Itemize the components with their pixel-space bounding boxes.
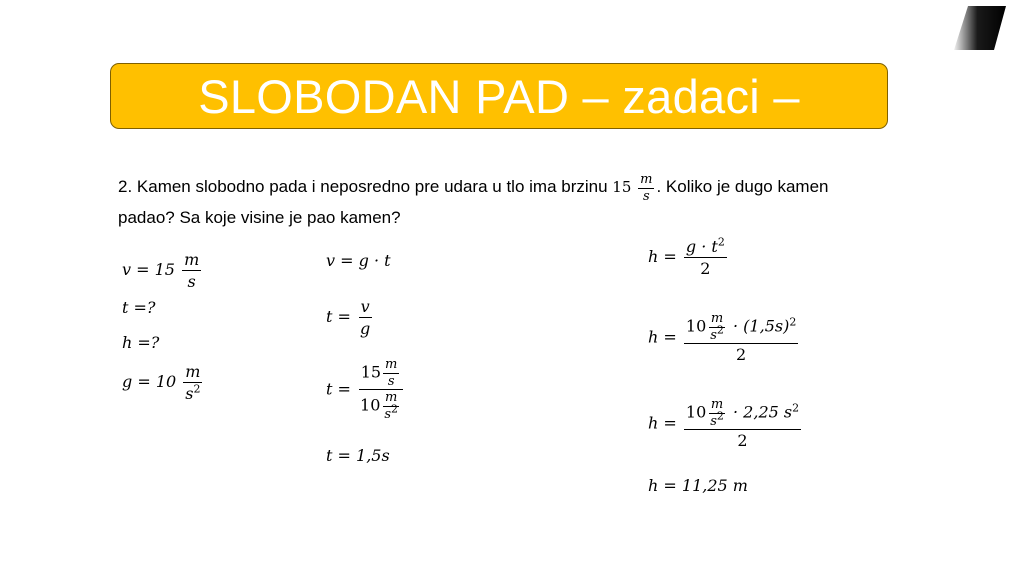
problem-speed: 15 $\frac{m}{s}$ bbox=[612, 171, 653, 204]
problem-text-start: 2. Kamen slobodno pada i neposredno pre udara u tlo ima brzinu bbox=[118, 177, 608, 196]
given-gravity: g = 10 $\frac{m}{s^2}$ bbox=[122, 362, 201, 404]
problem-statement bbox=[118, 172, 878, 233]
time-formula: t = $\frac{v}{g}$ bbox=[326, 297, 371, 339]
given-time-unknown: t =? bbox=[122, 298, 156, 317]
height-formula: h = $\frac{g \cdot t^2}{2}$ bbox=[648, 235, 725, 279]
problem-text-end: . Koliko je dugo kamen padao? Sa koje visine je pao kamen? bbox=[118, 177, 829, 228]
given-velocity: v = 15 $\frac{m}{s}$ bbox=[122, 250, 200, 292]
height-result: h = 11,25 m bbox=[648, 476, 748, 495]
corner-brush-decoration bbox=[954, 6, 1006, 50]
time-substitution: t = 15 $\frac{m}{s}$ 10 $\frac{m}{s^2}$ bbox=[326, 358, 406, 422]
title-banner bbox=[110, 63, 888, 129]
given-height-unknown: h =? bbox=[122, 333, 160, 352]
velocity-formula: v = g · t bbox=[326, 251, 391, 270]
height-step-2: h = 10 $\frac{m}{s^2}$ · 2,25 $s^2$ 2 bbox=[648, 397, 800, 451]
time-result: t = 1,5s bbox=[326, 446, 390, 465]
slide-title: SLOBODAN PAD – zadaci – bbox=[198, 69, 800, 123]
height-step-1: h = 10 $\frac{m}{s^2}$ · $(1,5s)^2$ 2 bbox=[648, 311, 797, 365]
